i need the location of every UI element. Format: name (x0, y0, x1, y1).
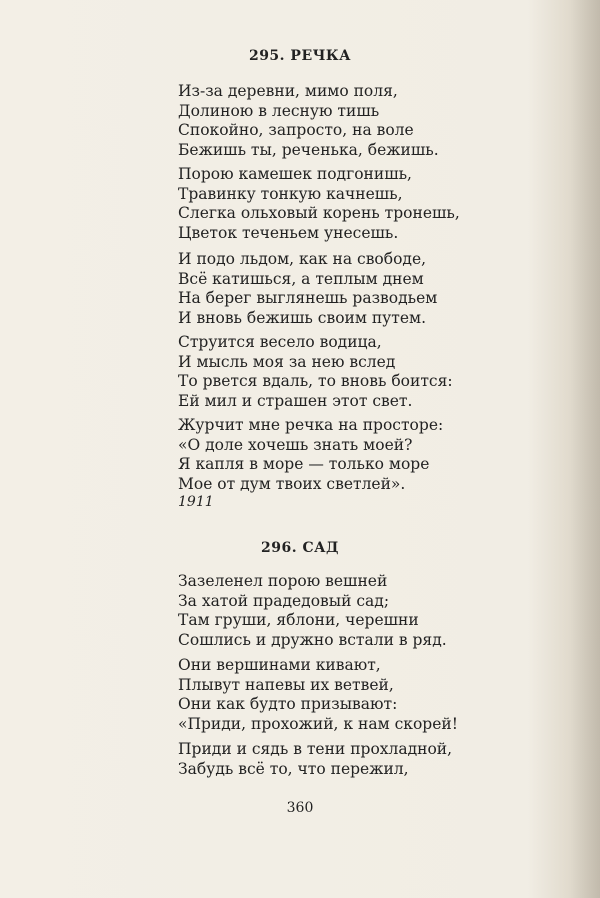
poem-line: Слегка ольховый корень тронешь, (178, 204, 460, 222)
page-number: 360 (286, 800, 314, 816)
poem-line: Плывут напевы их ветвей, (178, 675, 394, 694)
poem-line: Приди и сядь в тени прохладной, (178, 740, 453, 758)
poem-line: Там груши, яблони, черешни (178, 611, 419, 629)
stanza (178, 740, 478, 779)
poem-line: «Приди, прохожий, к нам скорей! (178, 714, 458, 733)
poem-title-rechka: 295. РЕЧКА (248, 48, 352, 64)
stanza (178, 656, 478, 734)
poem-line: Травинку тонкую качнешь, (178, 184, 403, 203)
poem-line: И мысль моя за нею вслед (178, 352, 396, 371)
poem-line: И вновь бежишь своим путем. (178, 308, 427, 327)
stanza (178, 82, 478, 160)
poem-line: Они вершинами кивают, (178, 656, 381, 674)
poem-line: Порою камешек подгонишь, (178, 165, 412, 183)
poem-line: За хатой прадедовый сад; (178, 591, 390, 610)
poem-date: 1911 (178, 494, 214, 510)
poem-line: Зазеленел порою вешней (178, 572, 388, 590)
poem-line: И подо льдом, как на свободе, (178, 250, 427, 268)
poem-line: Ей мил и страшен этот свет. (178, 391, 413, 410)
poem-line: Спокойно, запросто, на воле (178, 121, 414, 139)
poem-line: Мое от дум твоих светлей». (178, 474, 406, 493)
poem-line: Из-за деревни, мимо поля, (178, 82, 398, 100)
poem-line: Всё катишься, а теплым днем (178, 269, 424, 288)
page-spine-shadow (570, 0, 600, 898)
poem-line: Сошлись и дружно встали в ряд. (178, 630, 447, 649)
poem-line: На берег выглянешь разводьем (178, 289, 438, 307)
poem-line: Цветок теченьем унесешь. (178, 223, 399, 242)
stanza (178, 165, 478, 243)
poem-line: Они как будто призывают: (178, 695, 398, 713)
poem-title-sad: 296. САД (261, 540, 339, 556)
poem-line: Бежишь ты, реченька, бежишь. (178, 140, 439, 159)
stanza (178, 250, 478, 328)
poem-line: «О доле хочешь знать моей? (178, 435, 413, 454)
stanza (178, 416, 478, 494)
poem-line: Забудь всё то, что пережил, (178, 759, 409, 778)
stanza (178, 333, 478, 411)
poem-line: Журчит мне речка на просторе: (178, 416, 444, 434)
stanza (178, 572, 478, 650)
poem-line: Струится весело водица, (178, 333, 382, 351)
poem-line: Долиною в лесную тишь (178, 101, 380, 120)
poem-line: То рвется вдаль, то вновь боится: (178, 372, 453, 390)
poem-line: Я капля в море — только море (178, 455, 430, 473)
